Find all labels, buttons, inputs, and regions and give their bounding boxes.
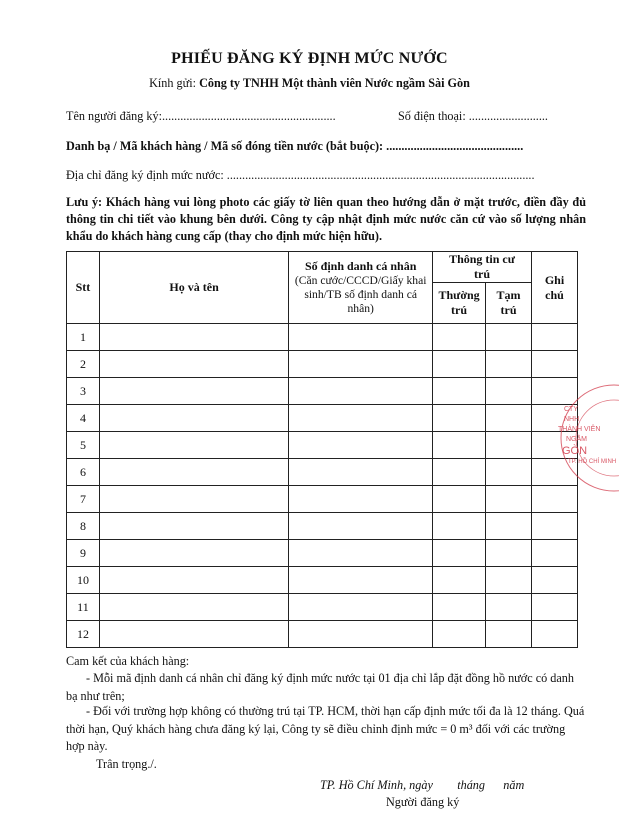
row-permanent-cell[interactable] (433, 594, 486, 621)
signature-date: TP. Hồ Chí Minh, ngày tháng năm (320, 778, 525, 792)
row-permanent-cell[interactable] (433, 324, 486, 351)
addressee-company: Công ty TNHH Một thành viên Nước ngầm Sài Gòn (199, 76, 470, 90)
table-row (67, 486, 578, 513)
row-id-cell[interactable] (289, 540, 433, 567)
commitment-heading: Cam kết của khách hàng: (66, 654, 190, 668)
row-name-cell[interactable] (99, 459, 288, 486)
row-number: 12 (67, 621, 100, 648)
row-temporary-cell[interactable] (486, 513, 532, 540)
row-id-cell[interactable] (289, 621, 433, 648)
row-id-cell[interactable] (289, 324, 433, 351)
row-note-cell[interactable] (531, 324, 577, 351)
table-row (67, 459, 578, 486)
table-row (67, 621, 578, 648)
row-permanent-cell[interactable] (433, 405, 486, 432)
row-name-cell[interactable] (99, 351, 288, 378)
row-id-cell[interactable] (289, 378, 433, 405)
row-number: 11 (67, 594, 100, 621)
form-title: PHIẾU ĐĂNG KÝ ĐỊNH MỨC NƯỚC (171, 50, 448, 67)
table-body (67, 324, 578, 648)
row-permanent-cell[interactable] (433, 486, 486, 513)
row-temporary-cell[interactable] (486, 621, 532, 648)
stamp-text (558, 405, 618, 467)
addressee-prefix: Kính gửi: (149, 76, 200, 90)
table-row (67, 540, 578, 567)
table-row (67, 432, 578, 459)
col-note-header: Ghi chú (531, 252, 577, 324)
row-number: 7 (67, 486, 100, 513)
stamp-line-2: NHH (564, 416, 580, 423)
col-id-header (289, 252, 433, 324)
address-field: Địa chỉ đăng ký định mức nước: ..................................................................................................... (66, 168, 535, 182)
row-name-cell[interactable] (99, 405, 288, 432)
commitment-item-1: - Mỗi mã định danh cá nhân chỉ đăng ký định mức nước tại 01 địa chỉ lắp đặt đồng hồ nước có danh bạ như trên; (66, 671, 574, 703)
row-id-cell[interactable] (289, 513, 433, 540)
row-name-cell[interactable] (99, 486, 288, 513)
registrant-name-field: Tên người đăng ký:......................................................... (66, 109, 336, 123)
stamp-line-3: THÀNH VIÊN (558, 426, 601, 433)
row-number: 8 (67, 513, 100, 540)
row-permanent-cell[interactable] (433, 351, 486, 378)
note-paragraph: Lưu ý: Khách hàng vui lòng photo các giấy tờ liên quan theo hướng dẫn ở mặt trước, điền đầy đủ thông tin chi tiết vào khung bên dưới. Công ty cập nhật định mức nước căn cứ vào số lượng nhân khẩu do khách hàng cung cấp (thay cho định mức hiện hữu). (66, 195, 586, 243)
row-name-cell[interactable] (99, 378, 288, 405)
row-temporary-cell[interactable] (486, 378, 532, 405)
table-row (67, 594, 578, 621)
signature-date-line (320, 778, 524, 793)
addressee-line (0, 76, 619, 91)
row-id-cell[interactable] (289, 459, 433, 486)
row-permanent-cell[interactable] (433, 378, 486, 405)
row-number: 2 (67, 351, 100, 378)
table-row (67, 378, 578, 405)
row-name-cell[interactable] (99, 594, 288, 621)
row-number: 5 (67, 432, 100, 459)
row-number: 3 (67, 378, 100, 405)
row-note-cell[interactable] (531, 594, 577, 621)
row-name-cell[interactable] (99, 513, 288, 540)
row-note-cell[interactable] (531, 513, 577, 540)
signer-label: Người đăng ký (386, 795, 460, 809)
col-residence-header: Thông tin cư trú (433, 252, 532, 283)
row-note-cell[interactable] (531, 567, 577, 594)
row-temporary-cell[interactable] (486, 405, 532, 432)
row-number: 10 (67, 567, 100, 594)
row-permanent-cell[interactable] (433, 621, 486, 648)
row-temporary-cell[interactable] (486, 486, 532, 513)
row-name-cell[interactable] (99, 324, 288, 351)
table-row (67, 513, 578, 540)
row-permanent-cell[interactable] (433, 432, 486, 459)
row-name-cell[interactable] (99, 432, 288, 459)
col-stt-header: Stt (67, 252, 100, 324)
commitment-item-2: - Đối với trường hợp không có thường trú tại TP. HCM, thời hạn cấp định mức tối đa là 12 tháng. Quá thời hạn, Quý khách hàng chưa đăng ký lại, Công ty sẽ điều chỉnh định mức = 0 m³ đối với các trường hợp này. (66, 704, 585, 753)
row-note-cell[interactable] (531, 540, 577, 567)
row-temporary-cell[interactable] (486, 351, 532, 378)
row-temporary-cell[interactable] (486, 324, 532, 351)
stamp-line-1: CTY (564, 406, 578, 413)
phone-field: Số điện thoại: .......................... (398, 109, 548, 123)
row-id-cell[interactable] (289, 351, 433, 378)
row-name-cell[interactable] (99, 540, 288, 567)
row-name-cell[interactable] (99, 567, 288, 594)
col-temporary-header: Tạm trú (486, 283, 532, 324)
row-id-cell[interactable] (289, 432, 433, 459)
row-permanent-cell[interactable] (433, 540, 486, 567)
row-temporary-cell[interactable] (486, 540, 532, 567)
row-number: 4 (67, 405, 100, 432)
table-row (67, 351, 578, 378)
row-id-cell[interactable] (289, 567, 433, 594)
col-id-subtitle: (Căn cước/CCCD/Giấy khai sinh/TB số định danh cá nhân) (294, 274, 427, 315)
row-id-cell[interactable] (289, 405, 433, 432)
row-id-cell[interactable] (289, 486, 433, 513)
col-permanent-header: Thường trú (433, 283, 486, 324)
col-id-title: Số định danh cá nhân (304, 259, 417, 273)
customer-code-field: Danh bạ / Mã khách hàng / Mã số đóng tiền nước (bắt buộc): ............................................. (66, 139, 524, 153)
row-permanent-cell[interactable] (433, 513, 486, 540)
row-number: 1 (67, 324, 100, 351)
row-id-cell[interactable] (289, 594, 433, 621)
row-number: 6 (67, 459, 100, 486)
stamp-line-6: TP. HỒ CHÍ MINH (568, 459, 617, 465)
row-permanent-cell[interactable] (433, 459, 486, 486)
row-note-cell[interactable] (531, 621, 577, 648)
stamp-line-5: GÒN (562, 445, 588, 457)
table-row (67, 405, 578, 432)
row-number: 9 (67, 540, 100, 567)
row-temporary-cell[interactable] (486, 594, 532, 621)
row-temporary-cell[interactable] (486, 432, 532, 459)
table-row (67, 567, 578, 594)
row-temporary-cell[interactable] (486, 567, 532, 594)
col-name-header: Họ và tên (99, 252, 288, 324)
row-temporary-cell[interactable] (486, 459, 532, 486)
closing-text: Trân trọng./. (96, 757, 157, 771)
row-permanent-cell[interactable] (433, 567, 486, 594)
row-name-cell[interactable] (99, 621, 288, 648)
stamp-line-4: NGẦM (566, 436, 587, 443)
table-row (67, 324, 578, 351)
members-table (66, 251, 578, 648)
row-note-cell[interactable] (531, 351, 577, 378)
